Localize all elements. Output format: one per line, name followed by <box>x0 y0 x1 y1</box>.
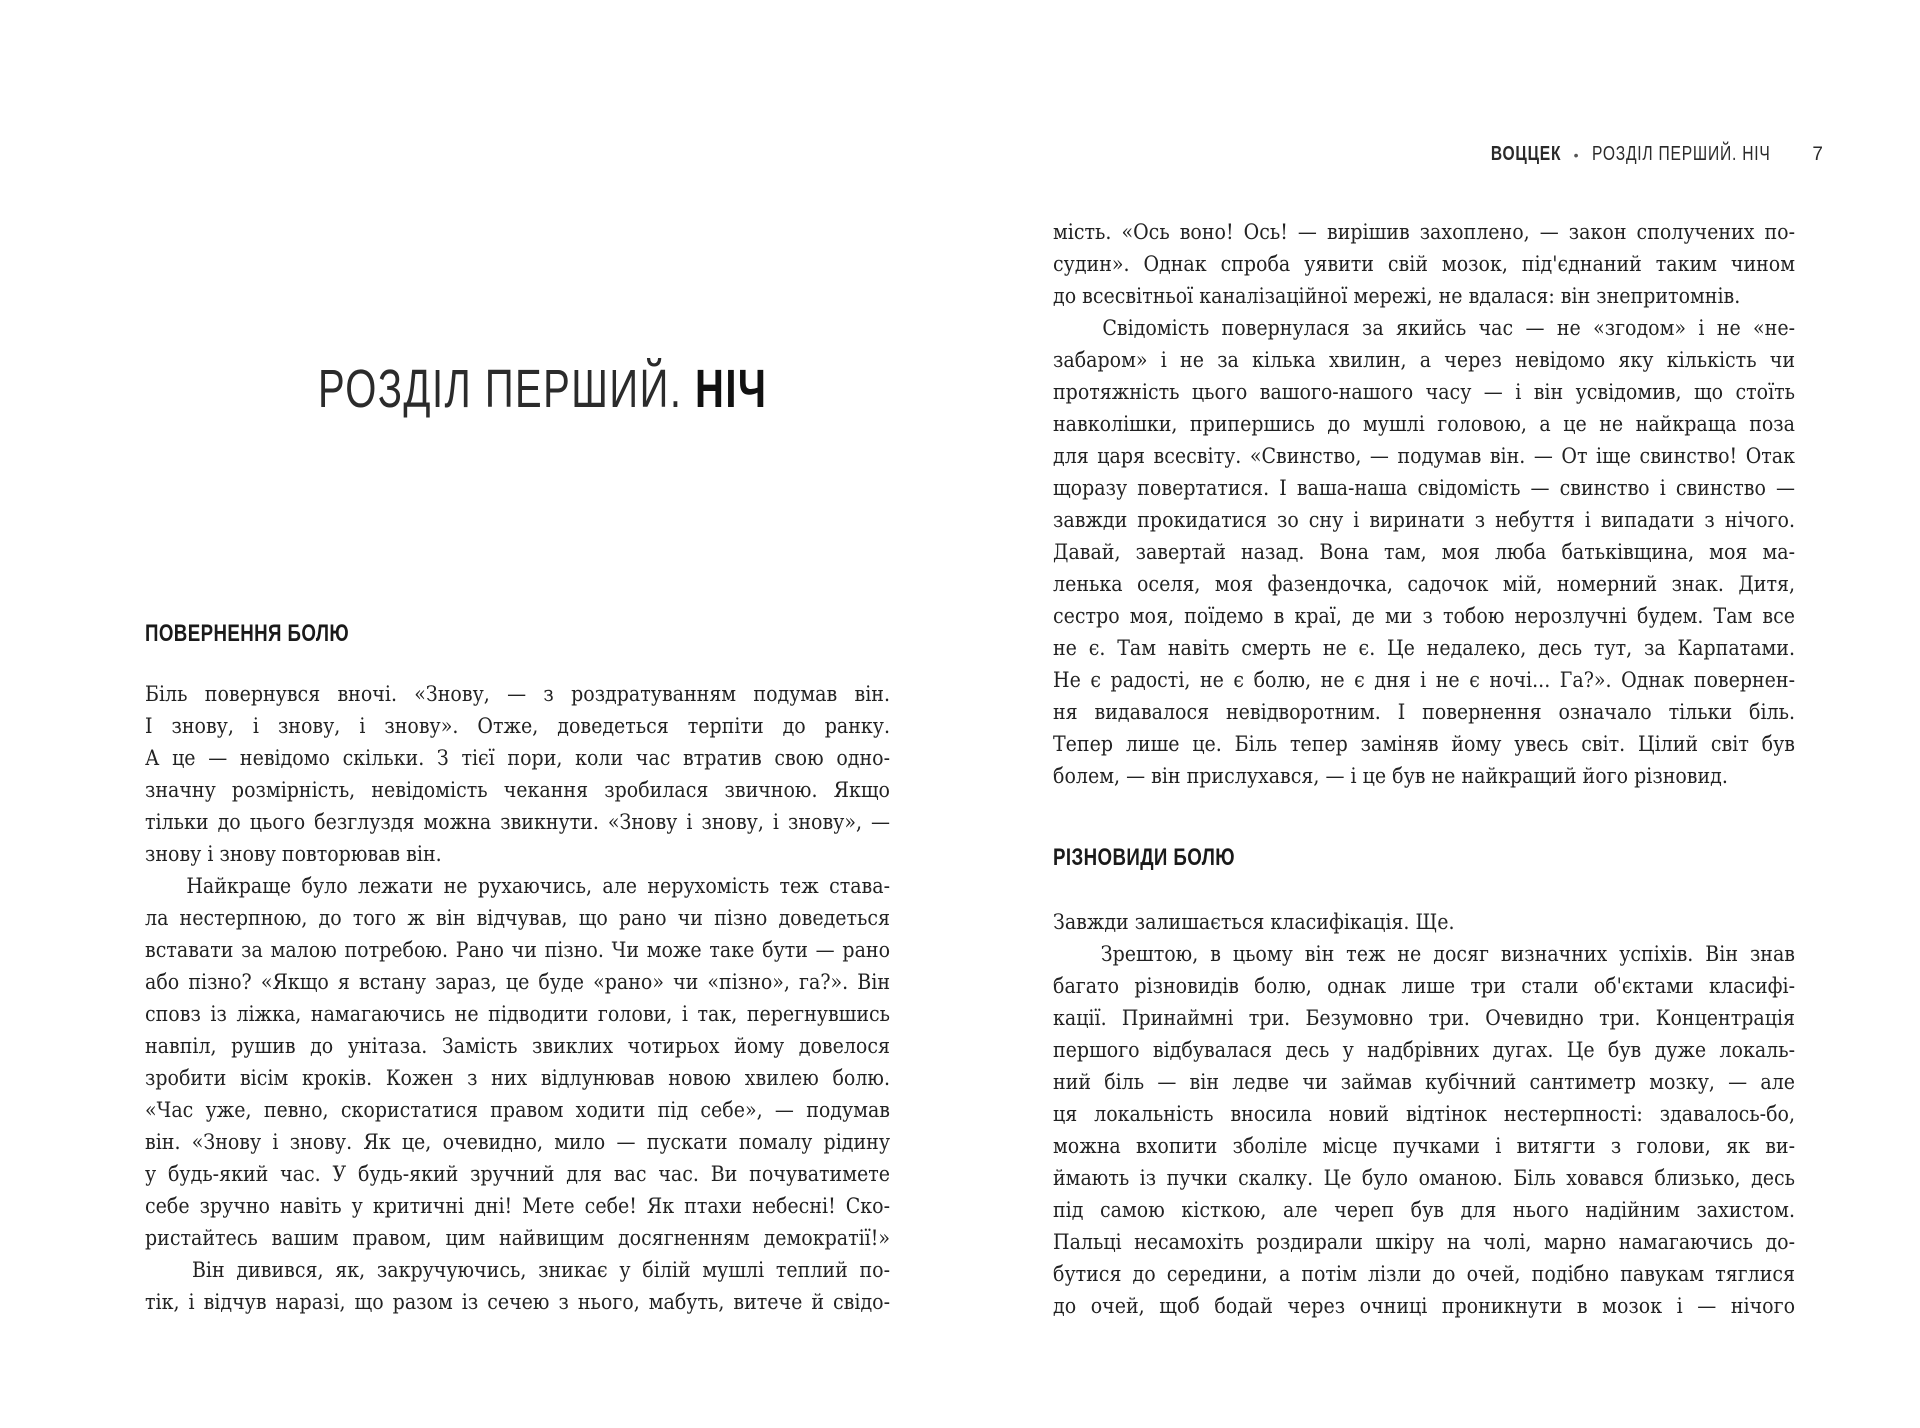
text-line: Не є радості, не є болю, не є дня і не є ночі... Га?». Однак повернен- <box>1053 668 1796 692</box>
text-line: болем, — він прислухався, — і це був не найкращий його різновид. <box>1053 764 1728 788</box>
text-line: щоразу повертатися. І ваша-наша свідомість — свинство і свинство — <box>1053 476 1796 500</box>
text-line: забаром» і не за кілька хвилин, а через невідомо яку кількість чи <box>1053 348 1796 372</box>
running-header-chapter: РОЗДІЛ ПЕРШИЙ. НІЧ <box>1591 143 1771 165</box>
page-number: 7 <box>1812 144 1824 165</box>
text-line: значну розмірність, невідомість чекання зробилася звичною. Якщо <box>145 778 891 802</box>
text-line: до всесвітньої каналізаційної мережі, не вдалася: він знепритомнів. <box>1053 284 1741 308</box>
text-line: сповз із ліжка, намагаючись не підводити голови, і так, перегнувшись <box>145 1002 891 1026</box>
text-line: мість. «Ось воно! Ось! — вирішив захоплено, — закон сполучених по- <box>1053 220 1796 244</box>
right-page-body-top <box>1053 216 1795 792</box>
text-line: кації. Принаймні три. Безумовно три. Очевидно три. Концентрація <box>1053 1006 1796 1030</box>
text-line: Свідомість повернулася за якийсь час — не «згодом» і не «не- <box>1053 316 1796 340</box>
text-line: Він дивився, як, закручуючись, зникає у білій мушлі теплий по- <box>145 1258 891 1282</box>
text-line: у будь-який час. У будь-який зручний для вас час. Ви почуватимете <box>145 1162 891 1186</box>
chapter-title-bold: НІЧ <box>694 359 768 419</box>
text-line: бутися до середини, а потім лізли до очей, подібно павукам тяглися <box>1053 1262 1796 1286</box>
text-line: тільки до цього безглуздя можна звикнути. «Знову і знову, і знову», — <box>145 810 891 834</box>
text-line: або пізно? «Якщо я встану зараз, це буде «рано» чи «пізно», га?». Він <box>145 970 891 994</box>
text-line: Тепер лише це. Біль тепер заміняв йому увесь світ. Цілий світ був <box>1053 732 1796 756</box>
text-line: ний біль — він ледве чи займав кубічний сантиметр мозку, — але <box>1053 1070 1796 1094</box>
text-line: під самою кісткою, але череп був для нього надійним захистом. <box>1053 1198 1796 1222</box>
text-line: завжди прокидатися зо сну і виринати з небуття і випадати з нічого. <box>1053 508 1796 532</box>
text-line: тік, і відчув наразі, що разом із сечею з нього, мабуть, витече й свідо- <box>145 1290 891 1314</box>
text-line: «Час уже, певно, скористатися правом ходити під себе», — подумав <box>145 1098 891 1122</box>
text-line: ла нестерпною, до того ж він відчував, що рано чи пізно доведеться <box>145 906 891 930</box>
text-line: Завжди залишається класифікація. Ще. <box>1053 910 1455 934</box>
text-line: не є. Там навіть смерть не є. Це недалеко, десь тут, за Карпатами. <box>1053 636 1796 660</box>
text-line: себе зручно навіть у критичні дні! Мете себе! Як птахи небесні! Ско- <box>145 1194 891 1218</box>
text-line: протяжність цього вашого-нашого часу — і він усвідомив, що стоїть <box>1053 380 1796 404</box>
running-header-author: ВОЦЦЕК <box>1491 143 1562 165</box>
text-line: ристайтесь вашим правом, цим найвищим досягненням демократії!» <box>145 1226 891 1250</box>
text-line: ця локальність вносила новий відтінок нестерпності: здавалось-бо, <box>1053 1102 1796 1126</box>
chapter-title <box>318 358 767 420</box>
text-line: зробити вісім кроків. Кожен з них відлунював новою хвилею болю. <box>145 1066 891 1090</box>
text-line: навпіл, рушив до унітаза. Замість звиклих чотирьох йому довелося <box>145 1034 891 1058</box>
right-page-body-bottom <box>1053 906 1795 1322</box>
text-line: ленька оселя, моя фазендочка, садочок мій, номерний знак. Дитя, <box>1053 572 1796 596</box>
text-line: він. «Знову і знову. Як це, очевидно, мило — пускати помалу рідину <box>145 1130 891 1154</box>
text-line: знову і знову повторював він. <box>145 842 442 866</box>
section-heading-types-of-pain: РІЗНОВИДИ БОЛЮ <box>1053 844 1235 871</box>
text-line: Давай, завертай назад. Вона там, моя люба батьківщина, моя ма- <box>1053 540 1796 564</box>
text-line: судин». Однак спроба уявити свій мозок, під'єднаний таким чином <box>1053 252 1796 276</box>
text-line: до очей, щоб бодай через очниці проникнути в мозок і — нічого <box>1053 1294 1796 1318</box>
text-line: А це — невідомо скільки. З тієї пори, коли час втратив свою одно- <box>145 746 891 770</box>
text-line: Пальці несамохіть роздирали шкіру на чолі, марно намагаючись до- <box>1053 1230 1796 1254</box>
text-line: для царя всесвіту. «Свинство, — подумав він. — От іще свинство! Отак <box>1053 444 1796 468</box>
text-line: можна вхопити зболіле місце пучками і витягти з голови, як ви- <box>1053 1134 1796 1158</box>
text-line: вставати за малою потребою. Рано чи пізно. Чи може таке бути — рано <box>145 938 891 962</box>
text-line: сестро моя, поїдемо в краї, де ми з тобою нерозлучні будем. Там все <box>1053 604 1796 628</box>
running-header-separator: • <box>1573 147 1580 163</box>
text-line: Біль повернувся вночі. «Знову, — з роздратуванням подумав він. <box>145 682 891 706</box>
running-header <box>1471 143 1824 166</box>
text-line: навколішки, припершись до мушлі головою, а це не найкраща поза <box>1053 412 1796 436</box>
text-line: Найкраще було лежати не рухаючись, але нерухомість теж става- <box>145 874 891 898</box>
text-line: ймають із пучки скалку. Це було оманою. Біль ховався близько, десь <box>1053 1166 1796 1190</box>
left-page-body <box>145 678 890 1318</box>
chapter-title-light: РОЗДІЛ ПЕРШИЙ. <box>318 359 695 419</box>
section-heading-return-of-pain: ПОВЕРНЕННЯ БОЛЮ <box>145 620 350 647</box>
text-line: першого відбувалася десь у надбрівних дугах. Це був дуже локаль- <box>1053 1038 1796 1062</box>
text-line: ня видавалося невідворотним. І повернення означало тільки біль. <box>1053 700 1796 724</box>
text-line: І знову, і знову, і знову». Отже, доведеться терпіти до ранку. <box>145 714 891 738</box>
text-line: багато різновидів болю, однак лише три стали об'єктами класифі- <box>1053 974 1796 998</box>
text-line: Зрештою, в цьому він теж не досяг визначних успіхів. Він знав <box>1053 942 1796 966</box>
